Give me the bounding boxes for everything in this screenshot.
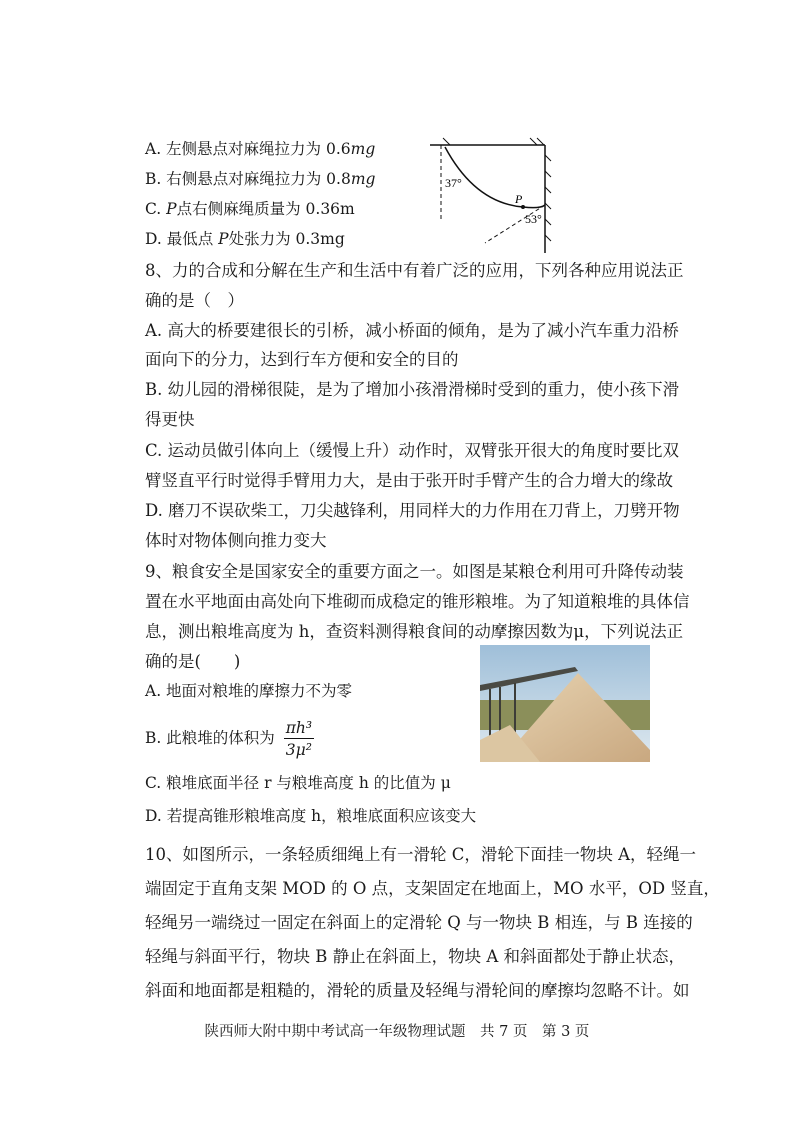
- q7-option-b-text: B. 右侧悬点对麻绳拉力为 0.8: [145, 170, 351, 188]
- q10-line-4: 轻绳与斜面平行，物块 B 静止在斜面上，物块 A 和斜面都处于静止状态，: [145, 947, 686, 966]
- q7-option-a-var: mg: [350, 140, 376, 158]
- q8-option-a-2: 面向下的分力，达到行车方便和安全的目的: [145, 350, 459, 369]
- q9-option-a: A. 地面对粮堆的摩擦力不为零: [145, 682, 353, 700]
- q7-option-b: [145, 168, 375, 190]
- q9-option-b: [145, 716, 314, 761]
- q7-option-d-post: 处张力为 0.3mg: [228, 230, 345, 248]
- q7-option-d-text: D. 最低点: [145, 230, 219, 248]
- q7-option-b-var: mg: [350, 170, 376, 188]
- q7-option-a: [145, 138, 375, 160]
- q8-option-a-1: A. 高大的桥要建很长的引桥，减小桥面的倾角，是为了减小汽车重力沿桥: [145, 321, 679, 340]
- q8-option-c-2: 臂竖直平行时觉得手臂用力大，是由于张开时手臂产生的合力增大的缘故: [145, 471, 673, 490]
- grain-pile-photo: [480, 645, 650, 762]
- q8-option-b-2: 得更快: [145, 410, 195, 429]
- page-footer: 陕西师大附中期中考试高一年级物理试题 共 7 页 第 3 页: [204, 1024, 590, 1040]
- q7-option-c-post: 点右侧麻绳质量为 0.36m: [176, 200, 355, 218]
- q9-option-b-text: B. 此粮堆的体积为: [145, 729, 275, 747]
- q10-line-5: 斜面和地面都是粗糙的，滑轮的质量及轻绳与滑轮间的摩擦均忽略不计。如: [145, 981, 690, 1000]
- q8-stem-2: 确的是（ ）: [145, 291, 244, 310]
- angle-37-label: 37°: [445, 176, 462, 190]
- q9-stem-4: 确的是( ): [145, 652, 241, 671]
- ceiling-hatch: [443, 138, 544, 145]
- q10-line-2: 端固定于直角支架 MOD 的 O 点，支架固定在地面上，MO 水平，OD 竖直，: [145, 879, 720, 898]
- q10-line-1: 10、如图所示，一条轻质细绳上有一滑轮 C，滑轮下面挂一物块 A，轻绳一: [145, 845, 697, 864]
- q9-option-c: C. 粮堆底面半径 r 与粮堆高度 h 的比值为 μ: [145, 774, 451, 792]
- q8-option-c-1: C. 运动员做引体向上（缓慢上升）动作时，双臂张开很大的角度时要比双: [145, 441, 680, 460]
- q7-option-d: [145, 228, 345, 250]
- q9-stem-1: 9、粮食安全是国家安全的重要方面之一。如图是某粮仓利用可升降传动装: [145, 562, 684, 581]
- wall-hatch: [545, 155, 551, 241]
- formula-denominator: 3μ²: [285, 740, 312, 759]
- q8-option-b-1: B. 幼儿园的滑梯很陡，是为了增加小孩滑滑梯时受到的重力，使小孩下滑: [145, 380, 680, 399]
- q7-option-c-var: P: [166, 200, 177, 218]
- q8-option-d-1: D. 磨刀不误砍柴工，刀尖越锋利，用同样大的力作用在刀背上，刀劈开物: [145, 501, 680, 520]
- q9-option-d: D. 若提高锥形粮堆高度 h，粮堆底面积应该变大: [145, 807, 477, 825]
- point-p-label: P: [515, 192, 523, 206]
- q9-stem-2: 置在水平地面由高处向下堆砌而成稳定的锥形粮堆。为了知道粮堆的具体信: [145, 592, 690, 611]
- q9-stem-3: 息，测出粮堆高度为 h，查资料测得粮食间的动摩擦因数为μ，下列说法正: [145, 622, 684, 641]
- q7-option-a-text: A. 左侧悬点对麻绳拉力为 0.6: [145, 140, 351, 158]
- rope-diagram: [425, 135, 565, 255]
- angle-53-label: 53°: [525, 212, 542, 226]
- volume-formula: [284, 718, 314, 761]
- q7-option-c-text: C.: [145, 200, 167, 218]
- q7-option-d-var: P: [218, 230, 229, 248]
- q7-option-c: [145, 198, 355, 220]
- q10-line-3: 轻绳另一端绕过一固定在斜面上的定滑轮 Q 与一物块 B 相连，与 B 连接的: [145, 913, 693, 932]
- q8-option-d-2: 体时对物体侧向推力变大: [145, 531, 327, 550]
- q8-stem-1: 8、力的合成和分解在生产和生活中有着广泛的应用，下列各种应用说法正: [145, 261, 684, 280]
- formula-numerator: πh³: [285, 718, 313, 737]
